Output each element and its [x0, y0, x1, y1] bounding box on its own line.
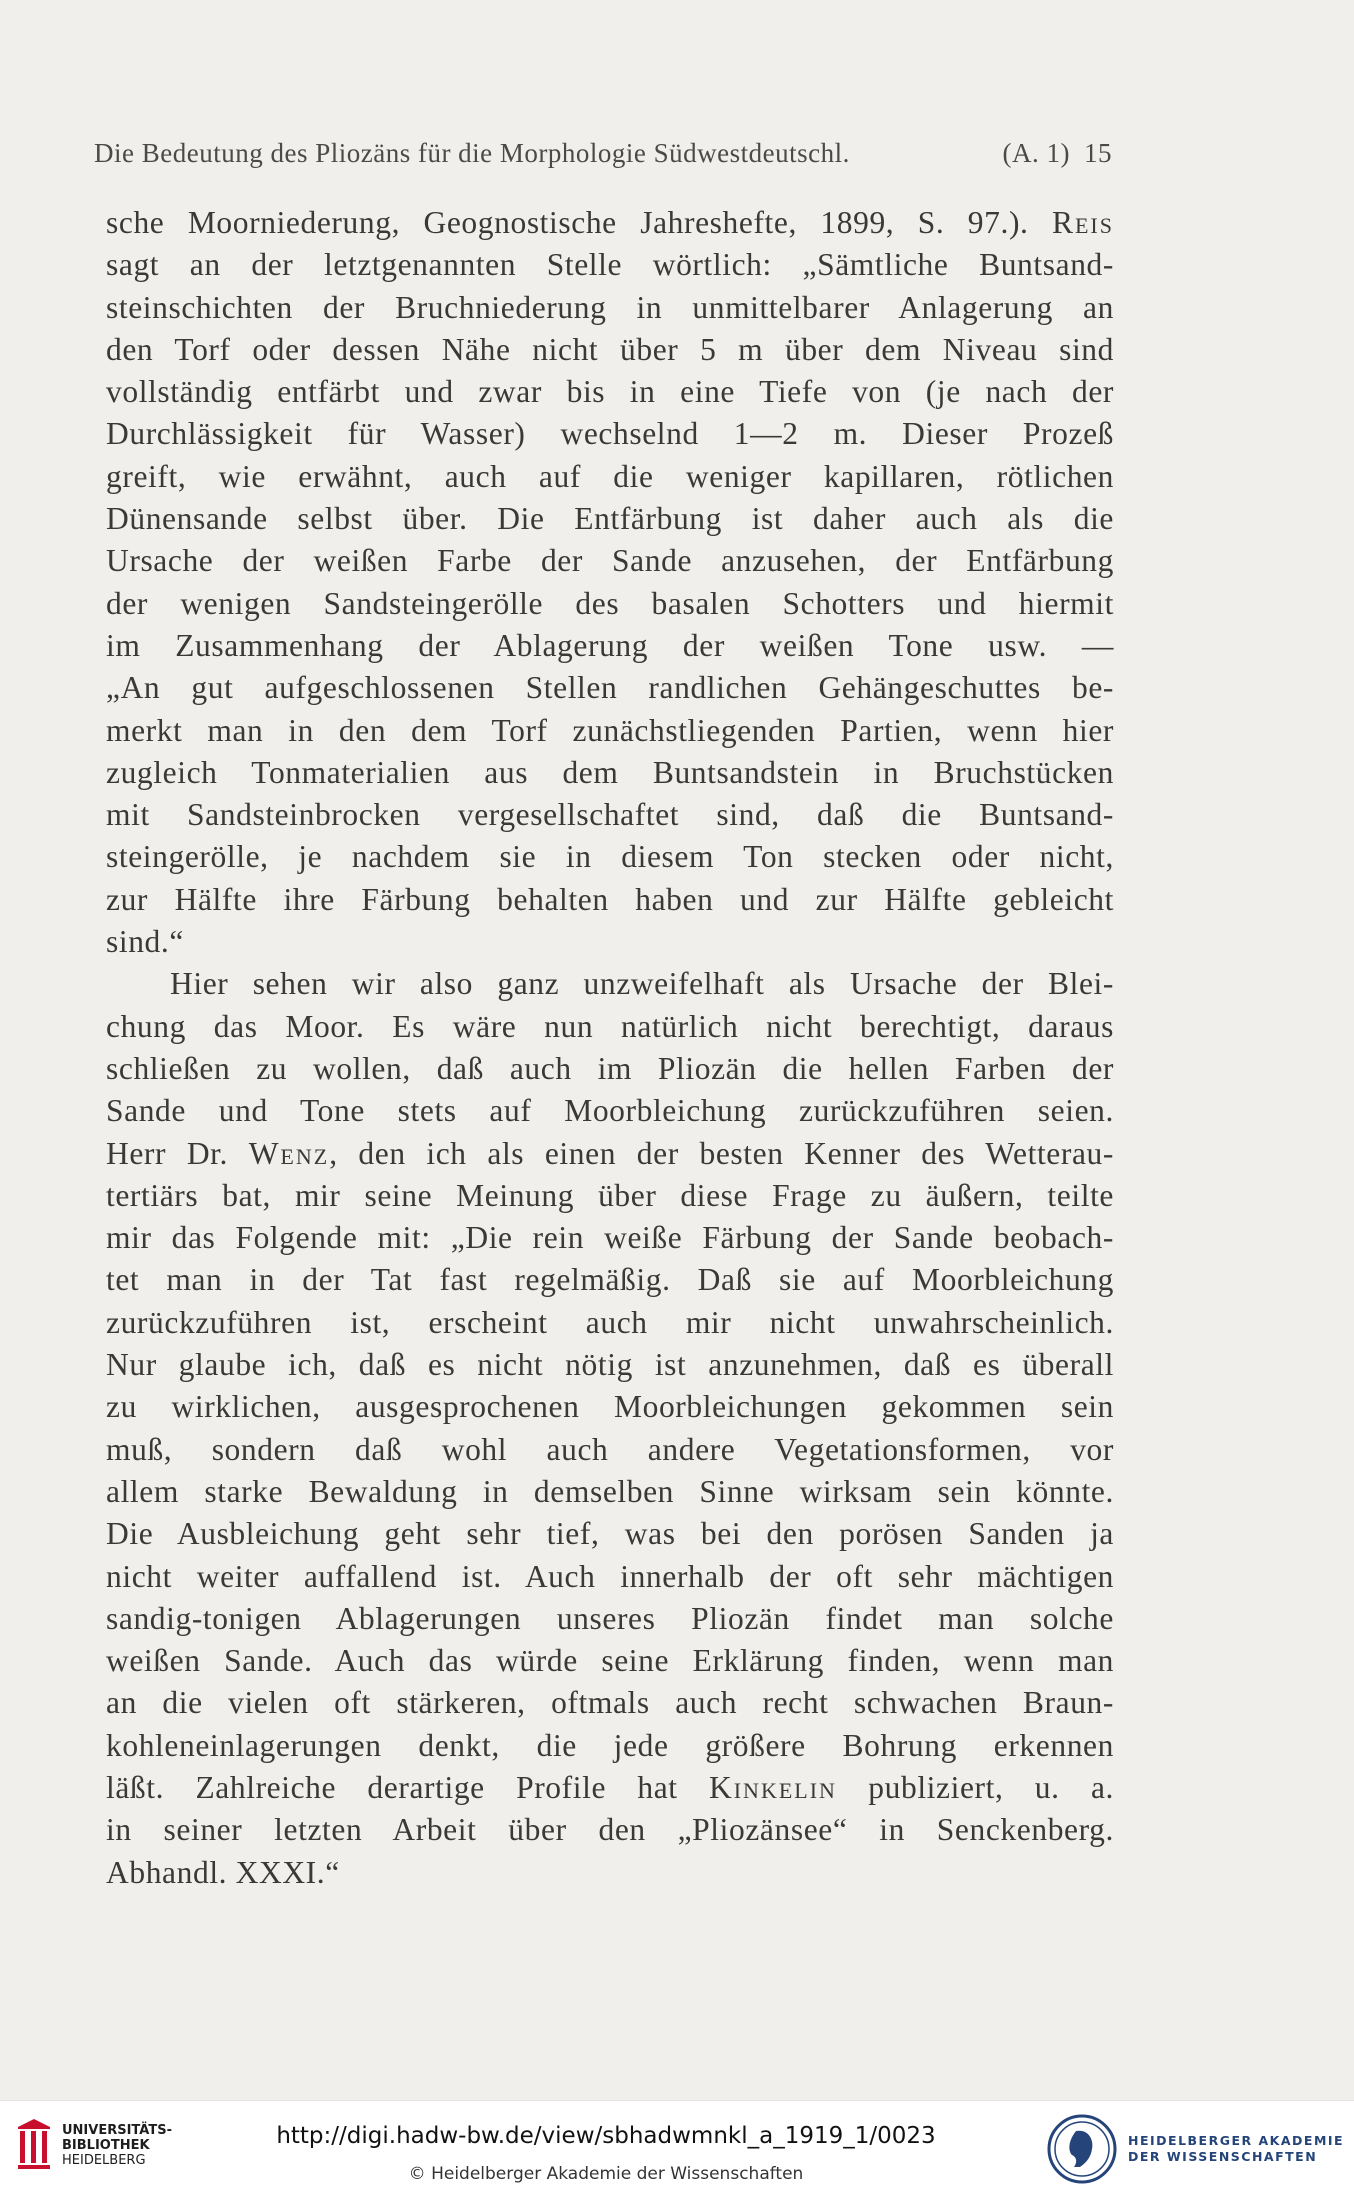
- library-name-line-2: BIBLIOTHEK: [62, 2138, 150, 2153]
- text-line: [106, 710, 1114, 752]
- text-run: sagt an der letztgenannten Stelle wörtlich: „Sämtliche Buntsand-: [106, 247, 1114, 283]
- page-number: 15: [1084, 138, 1112, 168]
- text-run: zur Hälfte ihre Färbung behalten haben und zur Hälfte gebleicht: [106, 881, 1114, 917]
- text-run: tertiärs bat, mir seine Meinung über diese Frage zu äußern, teilte: [106, 1177, 1114, 1213]
- library-name-line-1: UNIVERSITÄTS-: [62, 2123, 172, 2138]
- running-header-title: Die Bedeutung des Pliozäns für die Morphologie Südwestdeutschl.: [94, 138, 850, 168]
- university-library-name: [62, 2123, 172, 2168]
- text-run: zu wirklichen, ausgesprochenen Moorbleichungen gekommen sein: [106, 1389, 1114, 1425]
- text-run: kohleneinlagerungen denkt, die jede größere Bohrung erkennen: [106, 1727, 1114, 1763]
- text-run: muß, sondern daß wohl auch andere Vegetationsformen, vor: [106, 1431, 1114, 1467]
- text-run: „An gut aufgeschlossenen Stellen randlichen Gehängeschuttes be-: [106, 670, 1114, 706]
- text-run: sandig-tonigen Ablagerungen unseres Pliozän findet man solche: [106, 1600, 1114, 1636]
- text-line: [106, 667, 1114, 709]
- text-run: weißen Sande. Auch das würde seine Erklärung finden, wenn man: [106, 1643, 1114, 1679]
- text-line: [106, 1809, 1114, 1851]
- author-name: Reis: [1051, 205, 1114, 240]
- text-line: [106, 244, 1114, 286]
- text-run: Ursache der weißen Farbe der Sande anzusehen, der Entfärbung: [106, 543, 1114, 579]
- academy-name: [1128, 2133, 1344, 2165]
- text-run: schließen zu wollen, daß auch im Pliozän die hellen Farben der: [106, 1050, 1114, 1086]
- library-city: HEIDELBERG: [62, 2153, 146, 2168]
- text-line: [106, 498, 1114, 540]
- text-line: [106, 836, 1114, 878]
- text-run: steinschichten der Bruchniederung in unmittelbarer Anlagerung an: [106, 289, 1114, 325]
- running-header-meta: [989, 138, 1112, 169]
- text-line: [106, 540, 1114, 582]
- text-line: [106, 921, 1114, 963]
- text-line: [106, 794, 1114, 836]
- text-line: [106, 1513, 1114, 1555]
- text-line: [106, 1598, 1114, 1640]
- text-run: , den ich als einen der besten Kenner des Wetterau-: [329, 1135, 1114, 1171]
- text-line: [106, 1852, 1114, 1894]
- text-line: [106, 1344, 1114, 1386]
- text-run: tet man in der Tat fast regelmäßig. Daß sie auf Moorbleichung: [106, 1262, 1114, 1298]
- text-run: Hier sehen wir also ganz unzweifelhaft als Ursache der Blei-: [170, 966, 1114, 1002]
- text-line: [106, 1640, 1114, 1682]
- text-line: [106, 371, 1114, 413]
- academy-emblem-icon: [1046, 2113, 1118, 2185]
- text-run: der wenigen Sandsteingerölle des basalen Schotters und hiermit: [106, 585, 1114, 621]
- text-run: allem starke Bewaldung in demselben Sinne wirksam sein könnte.: [106, 1473, 1114, 1509]
- text-run: Dünensande selbst über. Die Entfärbung ist daher auch als die: [106, 501, 1114, 537]
- text-line: [106, 287, 1114, 329]
- text-line: [106, 1682, 1114, 1724]
- text-run: an die vielen oft stärkeren, oftmals auch recht schwachen Braun-: [106, 1685, 1114, 1721]
- text-line: [106, 1471, 1114, 1513]
- text-run: mit Sandsteinbrocken vergesellschaftet sind, daß die Buntsand-: [106, 797, 1114, 833]
- text-line: [106, 1767, 1114, 1809]
- text-line: [106, 752, 1114, 794]
- academy-name-line-2: DER WISSENSCHAFTEN: [1128, 2149, 1318, 2164]
- text-run: merkt man in den dem Torf zunächstliegenden Partien, wenn hier: [106, 712, 1114, 748]
- text-run: Die Ausbleichung geht sehr tief, was bei den porösen Sanden ja: [106, 1516, 1114, 1552]
- text-run: sche Moorniederung, Geognostische Jahreshefte, 1899, S. 97.).: [106, 205, 1052, 240]
- text-run: läßt. Zahlreiche derartige Profile hat: [106, 1769, 709, 1805]
- text-line: [106, 963, 1114, 1005]
- text-line: [106, 329, 1114, 371]
- text-line: [106, 1556, 1114, 1598]
- permalink-url[interactable]: http://digi.hadw-bw.de/view/sbhadwmnkl_a_1919_1/0023: [276, 2123, 936, 2149]
- text-line: [106, 625, 1114, 667]
- text-run: Sande und Tone stets auf Moorbleichung zurückzuführen seien.: [106, 1093, 1114, 1129]
- text-line: [106, 1175, 1114, 1217]
- text-line: [106, 879, 1114, 921]
- viewer-footer: [0, 2100, 1354, 2198]
- text-line: [106, 1429, 1114, 1471]
- author-name: Kinkelin: [708, 1769, 837, 1805]
- academy-name-line-1: HEIDELBERGER AKADEMIE: [1128, 2133, 1345, 2148]
- text-run: im Zusammenhang der Ablagerung der weißen Tone usw. —: [106, 627, 1114, 663]
- text-run: den Torf oder dessen Nähe nicht über 5 m über dem Niveau sind: [106, 331, 1114, 367]
- running-header: [94, 138, 1112, 178]
- body-text: [106, 202, 1114, 1894]
- text-run: zugleich Tonmaterialien aus dem Buntsandstein in Bruchstücken: [106, 754, 1114, 790]
- text-line: [106, 1217, 1114, 1259]
- text-line: [106, 202, 1114, 244]
- text-run: greift, wie erwähnt, auch auf die weniger kapillaren, rötlichen: [106, 458, 1114, 494]
- text-run: sind.“: [106, 924, 184, 960]
- text-line: [106, 1725, 1114, 1767]
- text-line: [106, 413, 1114, 455]
- text-line: [106, 1090, 1114, 1132]
- author-name: Wenz: [248, 1135, 330, 1171]
- copyright-notice: © Heidelberger Akademie der Wissenschaften: [408, 2164, 804, 2184]
- text-run: chung das Moor. Es wäre nun natürlich nicht berechtigt, daraus: [106, 1008, 1114, 1044]
- text-run: publiziert, u. a.: [836, 1769, 1114, 1805]
- text-line: [106, 1006, 1114, 1048]
- text-line: [106, 1133, 1114, 1175]
- text-run: nicht weiter auffallend ist. Auch innerhalb der oft sehr mächtigen: [106, 1558, 1114, 1594]
- section-marker: (A. 1): [1002, 138, 1070, 168]
- text-run: Nur glaube ich, daß es nicht nötig ist anzunehmen, daß es überall: [106, 1347, 1114, 1383]
- text-run: Herr Dr.: [106, 1135, 249, 1171]
- text-run: Abhandl. XXXI.“: [106, 1854, 340, 1890]
- text-run: in seiner letzten Arbeit über den „Pliozänsee“ in Senckenberg.: [106, 1812, 1114, 1848]
- text-run: vollständig entfärbt und zwar bis in eine Tiefe von (je nach der: [106, 374, 1114, 410]
- text-run: Durchlässigkeit für Wasser) wechselnd 1—2 m. Dieser Prozeß: [106, 416, 1114, 452]
- text-line: [106, 1048, 1114, 1090]
- text-run: mir das Folgende mit: „Die rein weiße Färbung der Sande beobach-: [106, 1220, 1114, 1256]
- text-line: [106, 456, 1114, 498]
- text-line: [106, 1386, 1114, 1428]
- text-run: steingerölle, je nachdem sie in diesem Ton stecken oder nicht,: [106, 839, 1114, 875]
- text-line: [106, 583, 1114, 625]
- text-line: [106, 1302, 1114, 1344]
- text-line: [106, 1259, 1114, 1301]
- text-run: zurückzuführen ist, erscheint auch mir nicht unwahrscheinlich.: [106, 1304, 1114, 1340]
